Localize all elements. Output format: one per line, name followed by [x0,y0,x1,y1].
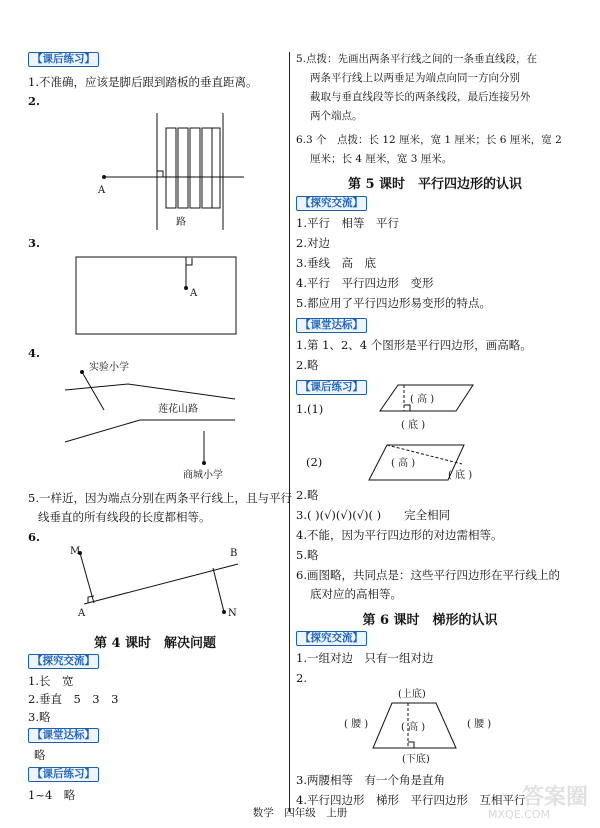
section-class-check: 【课堂达标】 [28,728,99,743]
trap-high: ( 高 ) [401,722,426,733]
answer-r5-line-3: 截取与垂直线段等长的两条线段，最后连接另外 [310,91,531,103]
fig-p1-base: ( 底 ) [401,420,426,431]
fig6-n: N [228,608,237,619]
watermark-logo: 答案圈 [521,785,588,810]
answer-r5-line-2: 两条平行线上以两垂足为端点向同一方向分别 [310,72,520,84]
question-6-label: 6. [28,530,41,544]
question-3-label: 3. [28,236,41,250]
fig4-road: 莲花山路 [158,404,198,415]
answer-5-line-2: 线垂直的所有线段的长度都相等。 [38,510,211,524]
class-check-1: 略 [34,748,46,762]
explore5-3: 3.垂线 高 底 [296,256,376,270]
fig3-point-a: A [190,288,198,299]
explore-1: 1.长 宽 [28,674,74,688]
explore6-4: 4.平行四边形 梯形 平行四边形 互相平行 [296,793,526,807]
watermark-url: MXQE.COM [488,808,550,821]
section-class-check-5: 【课堂达标】 [296,318,367,333]
explore5-1: 1.平行 相等 平行 [296,216,399,230]
fig6-a: A [78,608,86,619]
fig-p2-high: ( 高 ) [391,458,416,469]
answer-r5-line-4: 两个端点。 [310,110,363,122]
practice5-4: 4.不能，因为平行四边形的对边需相等。 [296,528,503,542]
fig-p1-high: ( 高 ) [410,394,435,405]
answer-5-line-1: 5.一样近，因为端点分别在两条平行线上，且与平行 [28,491,292,505]
explore5-2: 2.对边 [296,236,330,250]
practice5-1-2-label: (2) [306,455,323,469]
fig-p2-base: ( 底 ) [448,470,473,481]
fig4-school-1: 实验小学 [89,362,129,373]
explore-3: 3.略 [28,710,51,724]
lesson-4-title: 第 4 课时 解决问题 [93,636,217,651]
practice5-3: 3.( )(√)(√)(√)( ) 完全相同 [296,508,451,522]
section-explore-6: 【探究交流】 [296,631,367,646]
section-explore: 【探究交流】 [28,654,99,669]
fig6-b: B [230,548,238,559]
fig2-road-label: 路 [176,217,186,228]
answer-1: 1.不准确，应该是脚后跟到踏板的垂直距离。 [28,75,258,89]
explore5-4: 4.平行 平行四边形 变形 [296,276,434,290]
answer-r6-line-1: 6.3 个 点拨：长 12 厘米，宽 1 厘米；长 6 厘米，宽 2 [296,134,562,146]
section-explore-5: 【探究交流】 [296,196,367,211]
answer-r5-line-1: 5.点拨：先画出两条平行线之间的一条垂直线段，在 [296,53,538,65]
fig4-school-2: 商城小学 [183,470,223,481]
lesson-5-title: 第 5 课时 平行四边形的认识 [347,177,523,192]
fig2-point-a: A [98,185,106,196]
fig6-m: M [70,546,81,557]
explore6-3: 3.两腰相等 有一个角是直角 [296,773,445,787]
section-after-class-2: 【课后练习】 [28,767,99,782]
explore6-2-label: 2. [296,671,307,685]
practice5-1-label: 1.(1) [296,402,324,416]
explore5-5: 5.都应用了平行四边形易变形的特点。 [296,296,491,310]
check5-2: 2.略 [296,358,319,372]
trap-leg-right: ( 腰 ) [467,719,492,730]
practice5-5: 5.略 [296,548,319,562]
answer-r6-line-2: 厘米；长 4 厘米，宽 3 厘米。 [310,153,453,165]
section-after-class: 【课后练习】 [28,52,99,67]
question-2-label: 2. [28,94,41,108]
practice5-6-line-2: 底对应的高相等。 [310,587,402,601]
trap-top: (上底) [398,689,426,700]
page-footer: 数学 四年级 上册 [252,807,348,819]
trap-leg-left: ( 腰 ) [344,719,369,730]
explore-2: 2.垂直 5 3 3 [28,692,119,706]
lesson-6-title: 第 6 课时 梯形的认识 [362,613,498,628]
check5-1: 1.第 1、2、4 个图形是平行四边形，画高略。 [296,338,532,352]
question-4-label: 4. [28,346,41,360]
explore6-1: 1.一组对边 只有一组对边 [296,651,434,665]
section-after-class-5: 【课后练习】 [296,380,367,395]
practice-1-4: 1~4 略 [28,788,76,802]
practice5-6-line-1: 6.画图略，共同点是：这些平行四边形在平行线上的 [296,568,560,582]
practice5-2: 2.略 [296,488,319,502]
trap-bottom: (下底) [402,754,430,765]
